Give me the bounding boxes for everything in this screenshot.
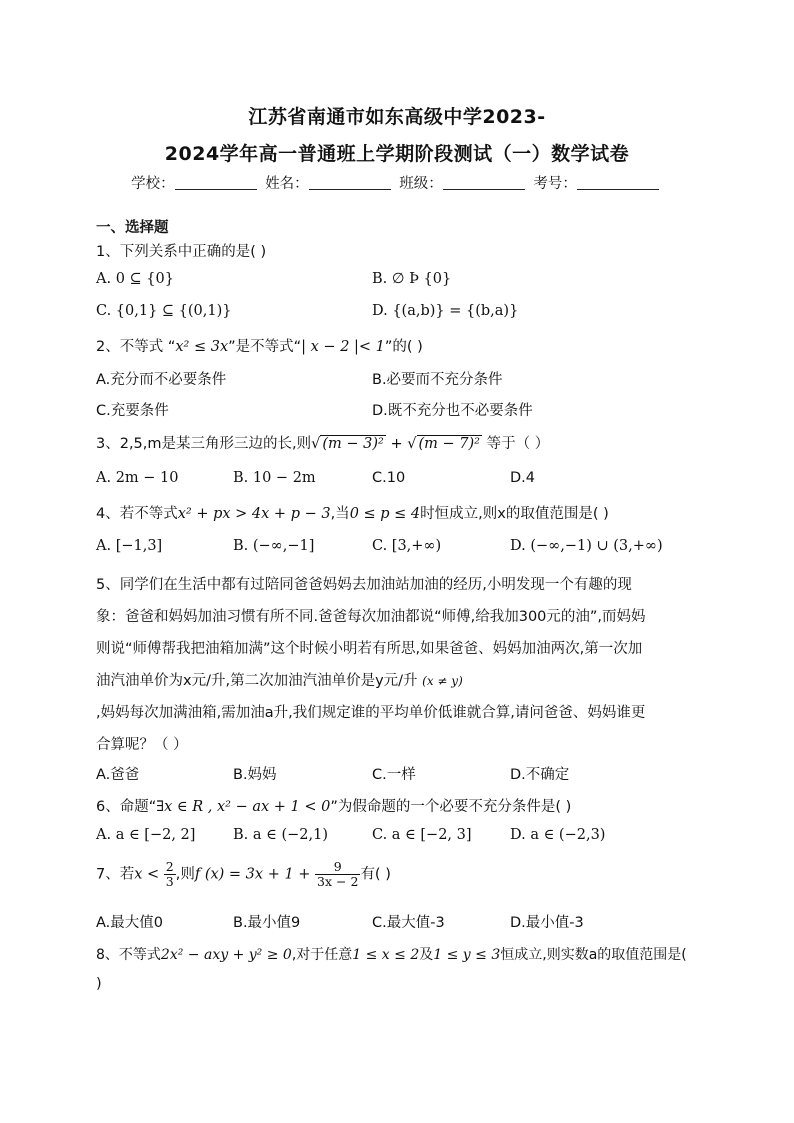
class-blank[interactable] — [443, 175, 525, 190]
school-label: 学校： — [131, 176, 175, 192]
question-1-option-a[interactable]: A. 0 ⊆ {0} — [96, 271, 174, 287]
math-inline: x² ≤ 3x — [175, 339, 229, 355]
question-4-option-c[interactable]: C. [3,+∞) — [372, 538, 442, 554]
sqrt-expression: √ (m − 3)² — [311, 436, 384, 452]
sqrt-expression: √ (m − 7)² — [407, 436, 480, 452]
question-6-option-b[interactable]: B. a ∈ (−2,1) — [233, 827, 328, 843]
math-inline: ∃x ∈ R , x² − ax + 1 < 0 — [156, 799, 331, 815]
question-2-option-b[interactable]: B.必要而不充分条件 — [372, 372, 503, 388]
question-5-line-5: ,妈妈每次加满油箱,需加油a升,我们规定谁的平均单价低谁就合算,请问爸爸、妈妈谁更 — [96, 705, 646, 721]
question-2-option-a[interactable]: A.充分而不必要条件 — [96, 372, 227, 388]
question-5-option-a[interactable]: A.爸爸 — [96, 767, 140, 783]
question-4-stem: 4、若不等式x² + px > 4x + p − 3,当0 ≤ p ≤ 4时恒成立,则x的取值范围是( ) — [96, 506, 609, 522]
math-inline: 1 ≤ y ≤ 3 — [433, 947, 501, 963]
question-5-line-3: 则说“师傅帮我把油箱加满”这个时候小明若有所思,如果爸爸、妈妈加油两次,第一次加 — [96, 641, 643, 657]
question-8-stem: 8、不等式2x² − axy + y² ≥ 0,对于任意1 ≤ x ≤ 2及1 ≤ y ≤ 3恒成立,则实数a的取值范围是( — [96, 947, 687, 963]
question-8-stem-line-2: ) — [96, 976, 102, 992]
name-blank[interactable] — [309, 175, 391, 190]
math-inline: 2x² − axy + y² ≥ 0 — [160, 947, 292, 963]
question-3-option-b[interactable]: B. 10 − 2m — [233, 470, 316, 486]
exam-number-blank[interactable] — [577, 175, 659, 190]
question-6-option-a[interactable]: A. a ∈ [−2, 2] — [96, 827, 196, 843]
question-3-option-c[interactable]: C.10 — [372, 470, 406, 486]
question-5-line-1: 5、同学们在生活中都有过陪同爸爸妈妈去加油站加油的经历,小明发现一个有趣的现 — [96, 577, 632, 593]
student-info-row — [0, 172, 794, 193]
math-inline: | x − 2 |< 1 — [301, 339, 385, 355]
question-5-option-c[interactable]: C.一样 — [372, 767, 416, 783]
question-2-option-c[interactable]: C.充要条件 — [96, 403, 169, 419]
fraction: $\frac{9}{3x - 2}$ — [317, 859, 359, 889]
question-6-option-c[interactable]: C. a ∈ [−2, 3] — [372, 827, 472, 843]
question-7-option-a[interactable]: A.最大值0 — [96, 915, 163, 931]
question-1-option-d[interactable]: D. {(a,b)} = {(b,a)} — [372, 303, 519, 319]
question-6-option-d[interactable]: D. a ∈ (−2,3) — [510, 827, 606, 843]
question-3-option-d[interactable]: D.4 — [510, 470, 535, 486]
question-4-option-b[interactable]: B. (−∞,−1] — [233, 538, 315, 554]
question-7-option-b[interactable]: B.最小值9 — [233, 915, 301, 931]
question-7-option-d[interactable]: D.最小值-3 — [510, 915, 584, 931]
question-1-option-b[interactable]: B. ∅ Þ {0} — [372, 271, 452, 287]
question-7-option-c[interactable]: C.最大值-3 — [372, 915, 445, 931]
question-6-stem: 6、命题“∃x ∈ R , x² − ax + 1 < 0”为假命题的一个必要不充分条件是( ) — [96, 799, 572, 815]
math-inline: (x ≠ y) — [422, 674, 463, 688]
question-5-line-4: 油汽油单价为x元/升,第二次加油汽油单价是y元/升 (x ≠ y) — [96, 673, 463, 689]
question-4-option-d[interactable]: D. (−∞,−1) ∪ (3,+∞) — [510, 538, 663, 554]
section-title: 一、选择题 — [96, 220, 169, 236]
question-4-option-a[interactable]: A. [−1,3] — [96, 538, 163, 554]
question-1-option-c[interactable]: C. {0,1} ⊆ {(0,1)} — [96, 303, 232, 319]
question-3-option-a[interactable]: A. 2m − 10 — [96, 470, 179, 486]
fraction: $\frac{2}{3}$ — [165, 859, 174, 889]
math-inline: 0 ≤ p ≤ 4 — [349, 506, 421, 522]
question-1-stem: 1、下列关系中正确的是( ) — [96, 244, 267, 260]
exam-title-line1: 江苏省南通市如东高级中学2023- — [248, 106, 546, 128]
question-7-stem: 7、若x < $\frac{2}{3}$ ,则f (x) = 3x + 1 + $\frac{9}{3x - 2}$ 有( ) — [96, 859, 391, 889]
name-label: 姓名： — [265, 176, 309, 192]
exam-title-line2: 2024学年高一普通班上学期阶段测试（一）数学试卷 — [164, 143, 630, 165]
question-5-option-b[interactable]: B.妈妈 — [233, 767, 277, 783]
math-inline: x² + px > 4x + p − 3 — [177, 506, 331, 522]
question-2-option-d[interactable]: D.既不充分也不必要条件 — [372, 403, 533, 419]
question-5-line-6: 合算呢？（ ） — [96, 737, 188, 753]
question-5-line-2: 象：爸爸和妈妈加油习惯有所不同.爸爸每次加油都说“师傅,给我加300元的油”,而妈妈 — [96, 609, 646, 625]
exam-number-label: 考号： — [533, 176, 577, 192]
class-label: 班级： — [399, 176, 443, 192]
question-2-stem: 2、不等式 “x² ≤ 3x”是不等式“| x − 2 |< 1”的( ) — [96, 339, 423, 355]
question-5-option-d[interactable]: D.不确定 — [510, 767, 570, 783]
question-3-stem: 3、2,5,m是某三角形三边的长,则√ (m − 3)² + √ (m − 7)² 等于（ ） — [96, 436, 550, 452]
math-inline: 1 ≤ x ≤ 2 — [352, 947, 420, 963]
school-blank[interactable] — [175, 175, 257, 190]
